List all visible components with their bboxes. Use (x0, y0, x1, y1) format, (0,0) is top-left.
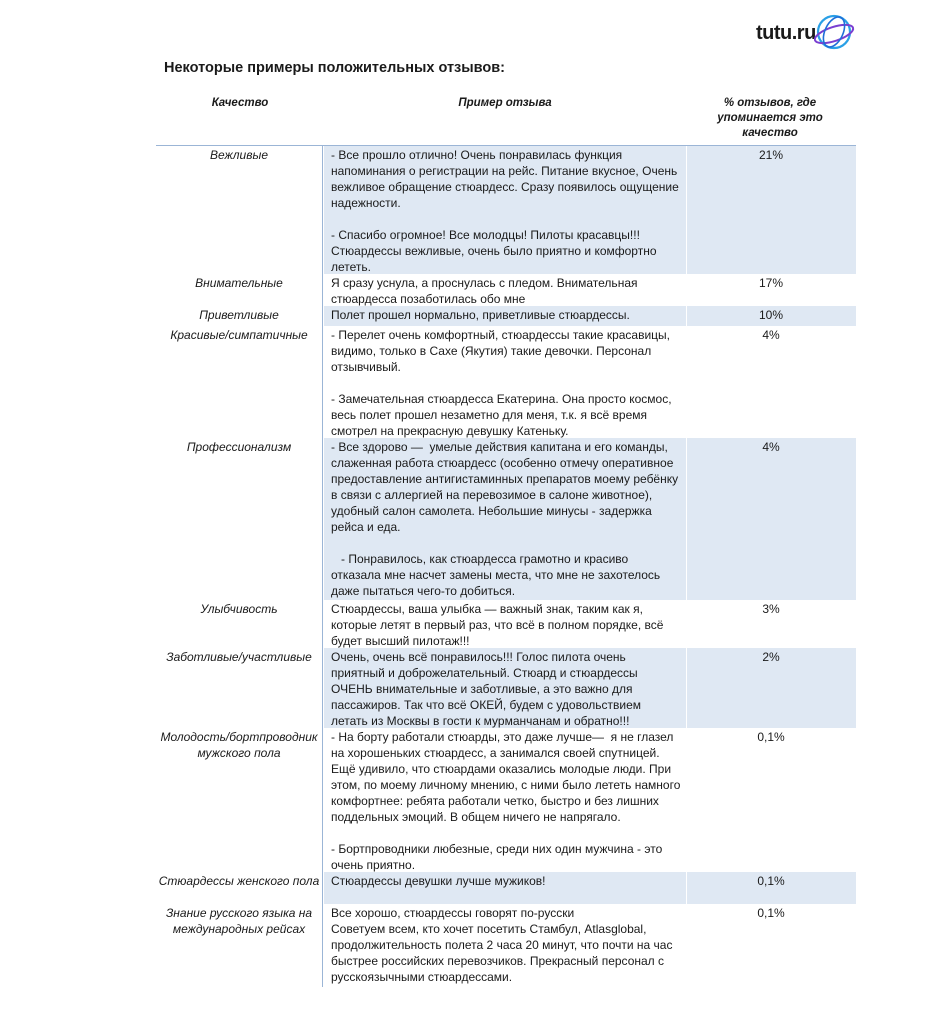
quality-cell: Приветливые (199, 308, 279, 322)
quality-cell: Вежливые (209, 148, 268, 162)
example-cell: Полет прошел нормально, приветливые стюардессы. (331, 308, 630, 322)
quality-cell: Красивые/симпатичные (170, 328, 308, 342)
example-cell: Я сразу уснула, а проснулась с пледом. Внимательная стюардесса позаботилась обо мне (331, 276, 641, 306)
percent-cell: 4% (762, 440, 780, 454)
example-cell: - Все прошло отлично! Очень понравилась функция напоминания о регистрации на рейс. Питание вкусное, Очень вежливое обращение стюардесс. Сразу появилось ощущение надежности. - Спасибо огромное! Все молодцы! Пилоты красавцы!!! Стюардессы вежливые, очень было приятно и комфортно лететь. (331, 148, 679, 274)
header-example: Пример отзыва (458, 97, 552, 109)
table-row (156, 146, 856, 274)
tutu-logo (752, 12, 862, 54)
header-quality: Качество (211, 97, 269, 109)
example-cell: Стюардессы девушки лучше мужиков! (331, 874, 546, 888)
table-row (156, 728, 856, 872)
percent-cell: 0,1% (757, 906, 785, 920)
example-cell: Очень, очень всё понравилось!!! Голос пилота очень приятный и доброжелательный. Стюард и стюардессы ОЧЕНЬ внимательные и заботливые, а это важно для пассажиров. Так что всё ОКЕЙ, будем с удовольствием летать из Москвы в гости к мурманчанам и обратно!!! (331, 650, 645, 728)
example-cell: Стюардессы, ваша улыбка — важный знак, таким как я, которые летят в первый раз, что всё в полном порядке, всё будет высший пилотаж!!! (331, 602, 667, 648)
quality-cell: Улыбчивость (200, 602, 278, 616)
percent-cell: 21% (758, 148, 784, 162)
table-row (156, 306, 856, 326)
percent-cell: 17% (758, 276, 784, 290)
table-row (156, 904, 856, 988)
quality-cell: Профессионализм (186, 440, 292, 454)
example-cell: - На борту работали стюарды, это даже лучше— я не глазел на хорошеньких стюардесс, а занимался своей спутницей. Ещё удивило, что стюардами оказались молодые люди. При этом, по моему личному мнению, с ними было лететь намного комфортнее: ребята работали четко, быстро и без лишних поддельных эмоций. В общем ничего не напрягало. - Бортпроводники любезные, среди них один мужчина - это очень приятно. (331, 730, 681, 872)
globe-icon (808, 12, 856, 54)
logo-text: tutu.ru (756, 22, 816, 44)
quality-cell: Молодость/бортпроводник мужского пола (160, 730, 318, 760)
header-percent: % отзывов, где упоминается это качество (717, 97, 823, 139)
quality-cell: Внимательные (195, 276, 283, 290)
quality-cell: Заботливые/участливые (166, 650, 312, 664)
percent-cell: 2% (762, 650, 780, 664)
percent-cell: 0,1% (757, 730, 785, 744)
percent-cell: 0,1% (757, 874, 785, 888)
table-row (156, 648, 856, 728)
percent-cell: 10% (758, 308, 784, 322)
example-cell: - Перелет очень комфортный, стюардессы такие красавицы, видимо, только в Сахе (Якутия) такие девочки. Персонал отзывчивый. - Замечательная стюардесса Екатерина. Она просто космос, весь полет прошел незаметно для меня, т.к. я всё время смотрел на прекрасную девушку Катеньку. (331, 328, 672, 438)
table-row (156, 326, 856, 438)
table-row (156, 600, 856, 648)
example-cell: Все хорошо, стюардессы говорят по-русски Советуем всем, кто хочет посетить Стамбул, Atlasglobal, продолжительность полета 2 часа 20 минут, что почти на час быстрее российских перевозчиков. Прекрасный персонал с русскоязычными стюардессами. (331, 906, 673, 984)
table-row (156, 872, 856, 904)
table-row (156, 274, 856, 306)
example-cell: - Все здорово — умелые действия капитана и его команды, слаженная работа стюардесс (особенно отмечу оперативное предоставление антигистаминных препаратов моему ребёнку в связи с аллергией на перевозимое в салоне животное), удобный салон самолета. Небольшие минусы - задержка рейса и еда. - Понравилось, как стюардесса грамотно и красиво отказала мне насчет замены места, что мне не захотелось даже пытаться чего-то добиться. (331, 440, 679, 598)
quality-cell: Стюардессы женского пола (158, 874, 320, 888)
percent-cell: 4% (762, 328, 780, 342)
percent-cell: 3% (762, 602, 780, 616)
column-divider (322, 145, 323, 987)
quality-cell: Знание русского языка на международных рейсах (165, 906, 313, 936)
table-row (156, 438, 856, 600)
page-title: Некоторые примеры положительных отзывов: (164, 60, 505, 76)
